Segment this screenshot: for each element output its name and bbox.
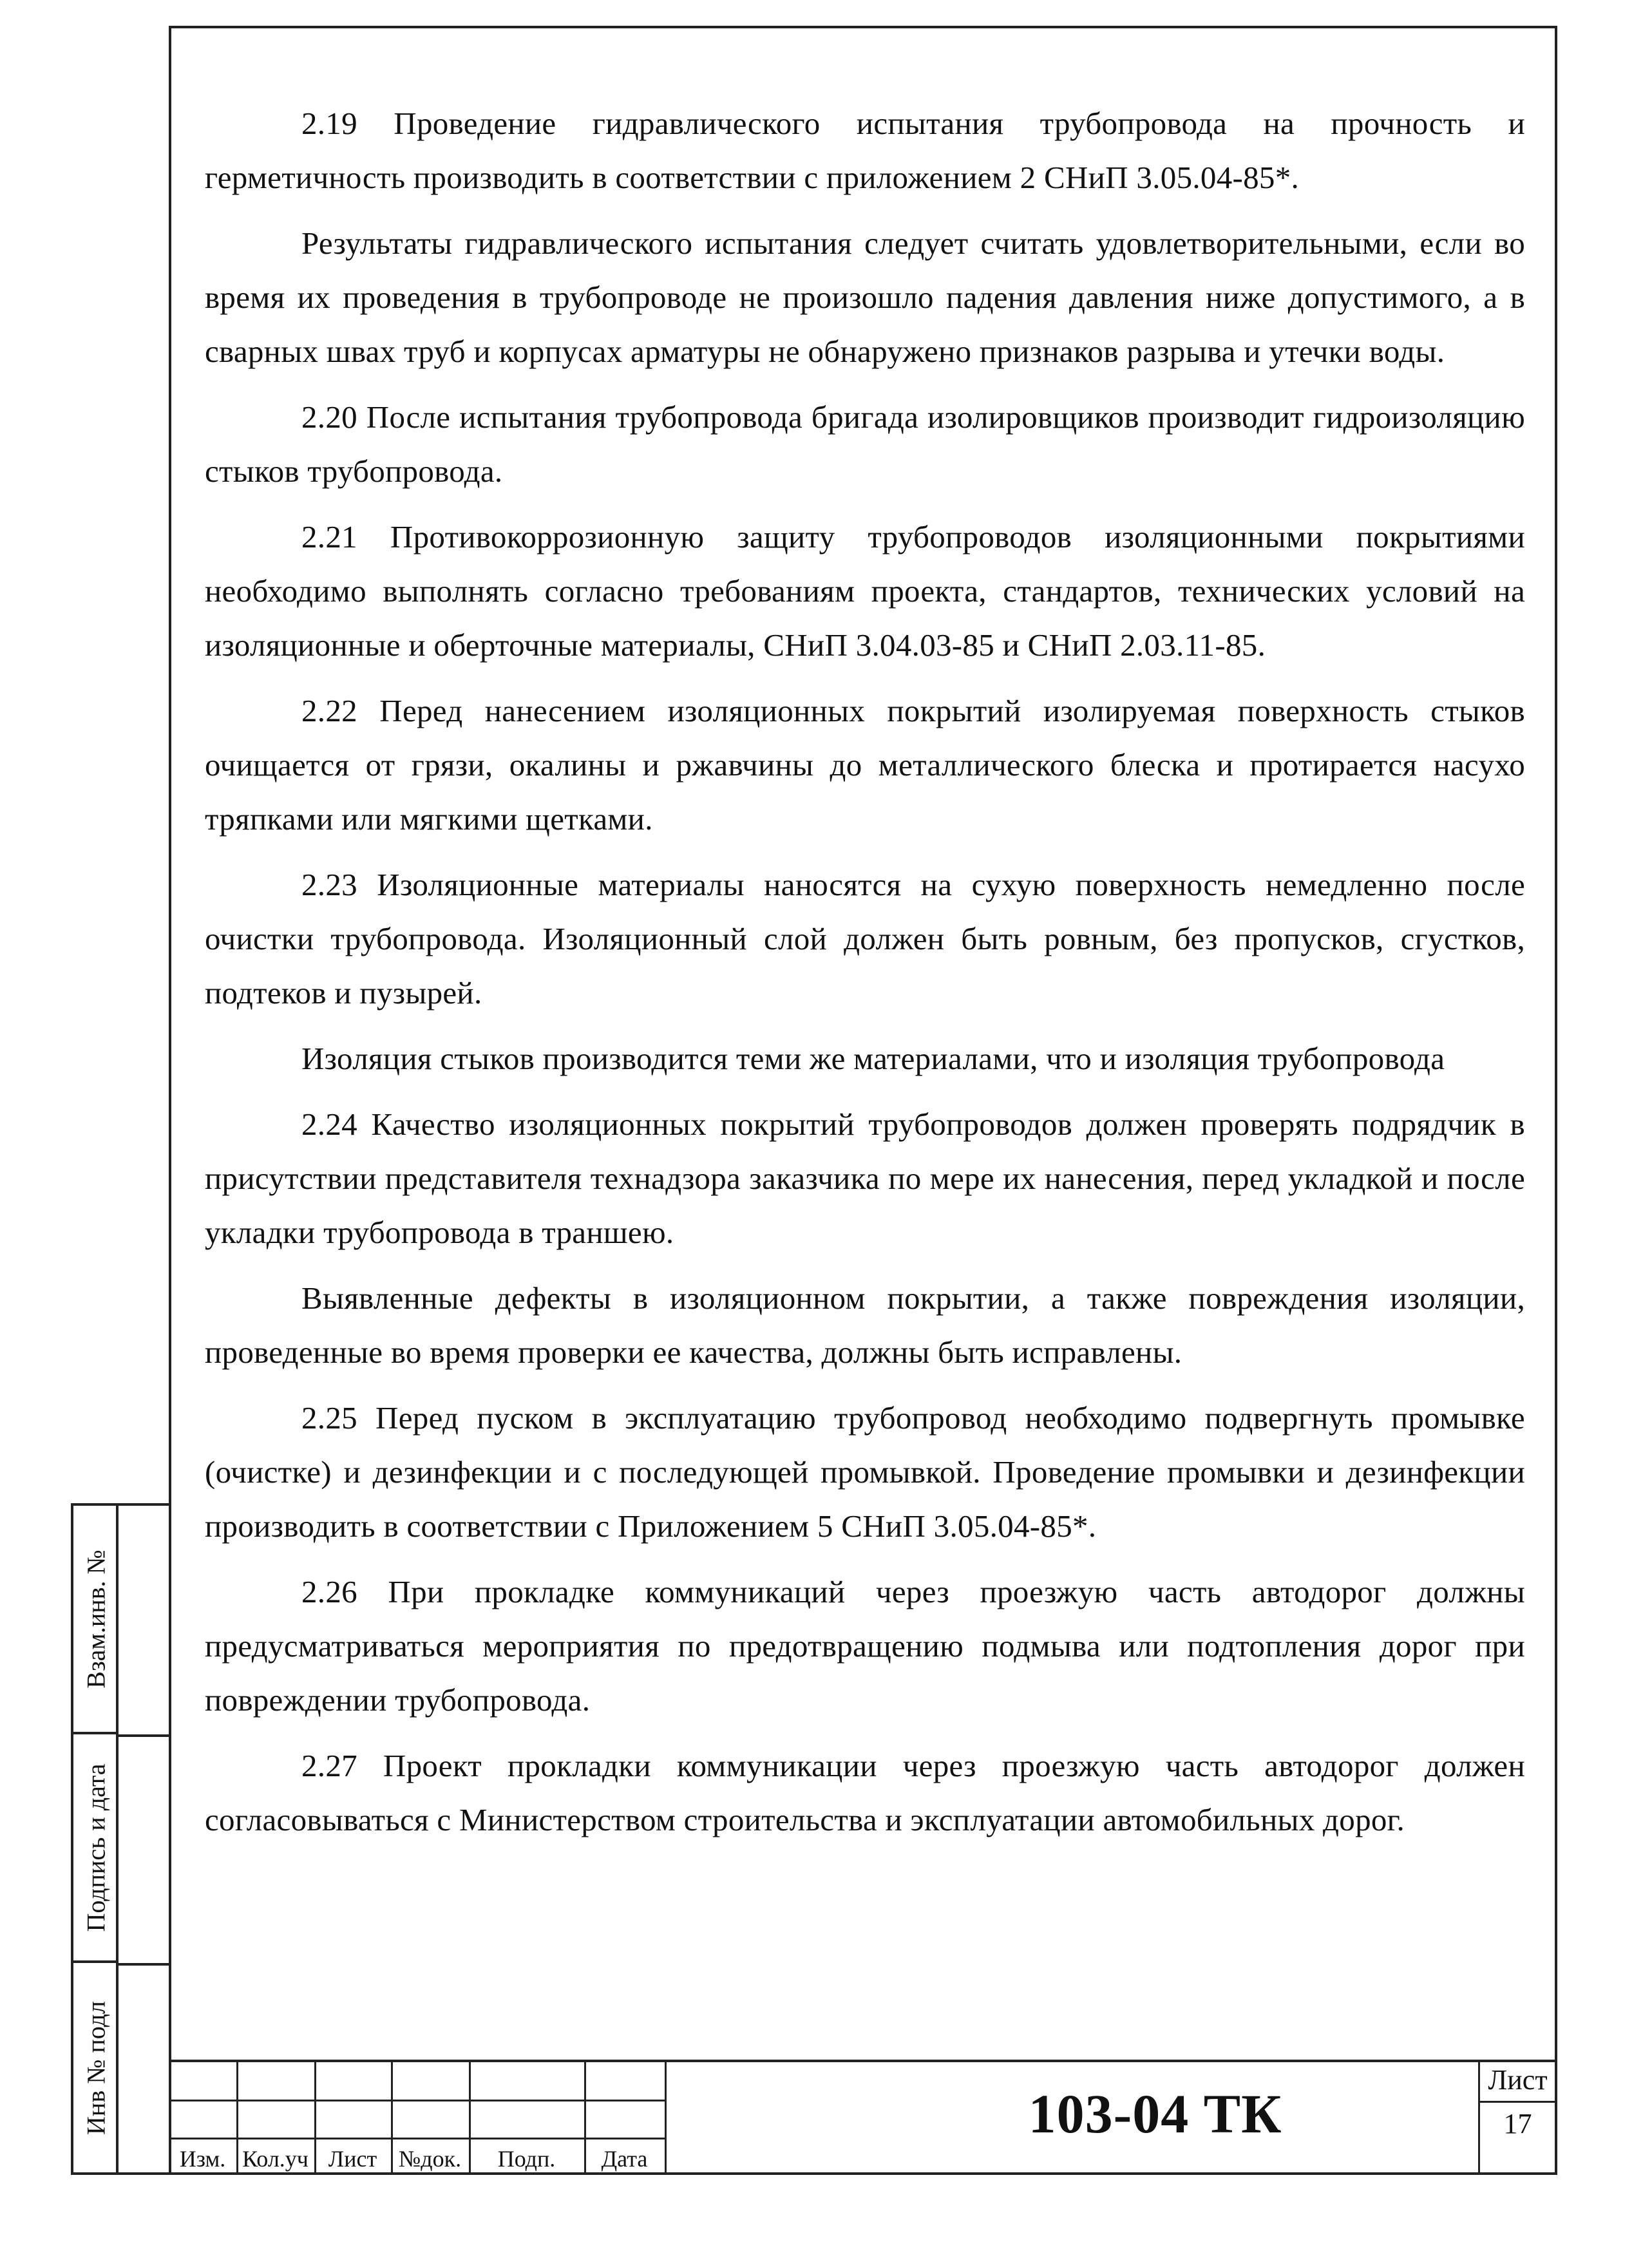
title-block [169,2060,1557,2175]
column-label-sheet: Лист [328,2146,377,2172]
paragraph-2-25: 2.25 Перед пуском в эксплуатацию трубопровод необходимо подвергнуть промывке (очистке) и дезинфекции и с последующей промывкой. Проведение промывки и дезинфекции производить в соответствии с Приложением 5 СНиП 3.05.04-85*. [205,1400,1525,1544]
margin-stamp [71,1503,171,2175]
column-label-signature: Подп. [497,2146,556,2172]
column-label-change: Изм. [179,2146,226,2172]
column-label-date: Дата [601,2146,648,2172]
paragraph-2-23: 2.23 Изоляционные материалы наносятся на сухую поверхность немедленно после очистки трубопровода. Изоляционный слой должен быть ровным, без пропусков, сгустков, подтеков и пузырей. [205,867,1525,1010]
column-label-doc-number: №док. [398,2146,462,2172]
stamp-cell-signature [73,1734,119,1963]
title-block-row-line [169,2138,665,2139]
stamp-cell-original-inv [73,1963,119,2172]
stamp-divider [119,1734,169,1737]
stamp-original-inv-label: Инв № подл [81,2000,111,2135]
title-block-row-line [169,2100,665,2101]
document-body [205,97,1525,1859]
document-code: 103-04 ТК [1028,2083,1282,2145]
stamp-value-column [119,1506,169,2172]
paragraph-2-22: 2.22 Перед нанесением изоляционных покрытий изолируемая поверхность стыков очищается от грязи, окалины и ржавчины до металлического блеска и протирается насухо тряпками или мягкими щетками. [205,693,1525,837]
sheet-label: Лист [1488,2064,1548,2096]
paragraph-2-27: 2.27 Проект прокладки коммуникации через проезжую часть автодорог должен согласовываться с Министерством строительства и эксплуатации автомобильных дорог. [205,1748,1525,1837]
paragraph-2-26: 2.26 При прокладке коммуникаций через проезжую часть автодорог должны предусматриваться мероприятия по предотвращению подмыва или подтопления дорог при повреждении трубопровода. [205,1574,1525,1718]
stamp-signature-date-label: Подпись и дата [81,1763,111,1932]
stamp-cell-replacement [73,1506,119,1734]
paragraph-2-24: 2.24 Качество изоляционных покрытий трубопроводов должен проверять подрядчик в присутствии представителя технадзора заказчика по мере их нанесения, перед укладкой и после укладки трубопровода в траншею. [205,1106,1525,1250]
paragraph-results: Результаты гидравлического испытания следует считать удовлетворительными, если во время их проведения в трубопроводе не произошло падения давления ниже допустимого, а в сварных швах труб и корпусах арматуры не обнаружено признаков разрыва и утечки воды. [205,225,1525,369]
paragraph-2-20: 2.20 После испытания трубопровода бригада изолировщиков производит гидроизоляцию стыков трубопровода. [205,399,1525,489]
stamp-divider [119,1963,169,1966]
column-label-count: Кол.уч [242,2146,309,2172]
sheet-number: 17 [1503,2108,1532,2139]
sheet-cell-divider [1478,2101,1557,2103]
stamp-label-column [73,1506,119,2172]
paragraph-2-21: 2.21 Противокоррозионную защиту трубопроводов изоляционными покрытиями необходимо выполнять согласно требованиям проекта, стандартов, технических условий на изоляционные и оберточные материалы, СНиП 3.04.03-85 и СНиП 2.03.11-85. [205,519,1525,663]
paragraph-2-19: 2.19 Проведение гидравлического испытания трубопровода на прочность и герметичность производить в соответствии с приложением 2 СНиП 3.05.04-85*. [205,106,1525,195]
paragraph-defects: Выявленные дефекты в изоляционном покрытии, а также повреждения изоляции, проведенные во время проверки ее качества, должны быть исправлены. [205,1280,1525,1370]
paragraph-joint-insulation: Изоляция стыков производится теми же материалами, что и изоляция трубопровода [301,1041,1445,1076]
stamp-replacement-inv-label: Взам.инв. № [81,1549,111,1689]
